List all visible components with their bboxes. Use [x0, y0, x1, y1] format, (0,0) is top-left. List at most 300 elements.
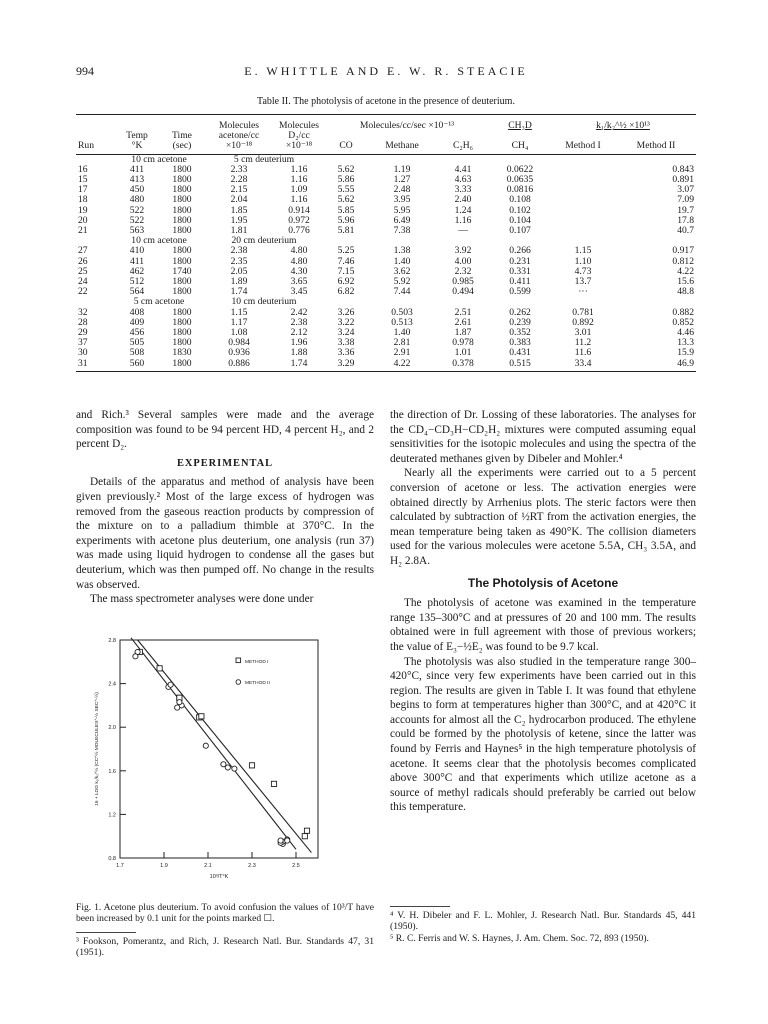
y-tick-label: 0.8: [108, 856, 116, 862]
table-cell: 522: [129, 204, 145, 216]
table-row: [76, 277, 696, 287]
table-cell: 0.331: [509, 265, 531, 277]
x-axis-label: 10³/T°K: [209, 874, 229, 880]
x-tick-label: 2.1: [204, 863, 212, 869]
table-cell: 2.61: [454, 316, 472, 328]
header-co: CO: [324, 141, 368, 154]
method-2-point: [177, 700, 182, 705]
table-cell: 25: [78, 265, 88, 277]
table-cell: 1.27: [393, 174, 411, 186]
table-cell: 4.80: [290, 255, 308, 267]
footnote-5: ⁵ R. C. Ferris and W. S. Haynes, J. Am. Chem. Soc. 72, 893 (1950).: [390, 933, 649, 944]
table-cell: 1800: [172, 327, 192, 339]
table-row: [76, 257, 696, 267]
table-cell: 1800: [172, 163, 192, 175]
table-row: [76, 359, 696, 372]
data-points: [133, 649, 310, 846]
table-cell: 0.972: [288, 214, 310, 226]
table-cell: 3.38: [337, 337, 355, 349]
table-cell: 0.936: [228, 347, 250, 359]
table-cell: 13.7: [574, 276, 592, 288]
table-cell: 2.12: [290, 327, 308, 339]
table-cell: 6.82: [337, 286, 355, 298]
table-cell: 1.16: [290, 194, 308, 206]
table-cell: 1800: [172, 316, 192, 328]
header-acetone-1: Molecules: [204, 115, 274, 132]
table-row: [76, 328, 696, 338]
table-cell: 2.32: [454, 265, 472, 277]
table-cell: 7.38: [393, 225, 411, 237]
paragraph-mass-spec: The mass spectrometer analyses were done under: [90, 593, 314, 606]
plot-legend: [236, 658, 270, 686]
table-cell: 0.886: [204, 359, 274, 372]
table-cell: 3.29: [324, 359, 368, 372]
table-cell: 1800: [172, 225, 192, 237]
table-cell: 1.87: [454, 327, 472, 339]
table-cell: 3.07: [677, 184, 694, 196]
header-temp-2: °K: [114, 141, 160, 154]
header-run: Run: [76, 141, 114, 154]
header-acetone-2: acetone/cc: [218, 130, 260, 142]
method-1-point: [249, 763, 254, 768]
header-time-2: (sec): [160, 141, 204, 154]
footnote-rule-right: [390, 906, 450, 907]
table-cell: [550, 165, 616, 175]
table-cell: 5.85: [337, 204, 355, 216]
table-row: [76, 165, 696, 175]
table-cell: 0.231: [509, 255, 531, 267]
header-temp-1: Temp: [126, 130, 148, 142]
table-group-label: [76, 297, 696, 307]
group-acetone-label: 5 cm acetone: [133, 296, 185, 308]
method-1-point: [302, 834, 307, 839]
table-cell: 5.25: [337, 245, 355, 257]
table-cell: 0.882: [672, 306, 694, 318]
table-cell: 1.16: [454, 214, 472, 226]
table-cell: 3.62: [393, 265, 411, 277]
header-ratio-den: CH₄: [490, 141, 550, 154]
table-cell: 2.42: [290, 306, 308, 318]
method-2-point: [285, 838, 290, 843]
table-cell: 5.62: [337, 194, 355, 206]
header-c2h6: C₂H₆: [436, 141, 490, 154]
x-tick-label: 2.3: [248, 863, 256, 869]
table-cell: [550, 195, 616, 205]
table-row: [76, 308, 696, 318]
table-cell: 5.95: [393, 204, 411, 216]
x-tick-label: 1.7: [116, 863, 124, 869]
table-cell: 3.95: [393, 194, 411, 206]
table-cell: 0.781: [572, 306, 594, 318]
table-cell: 3.45: [290, 286, 308, 298]
table-cell: 413: [129, 174, 145, 186]
table-cell: 1.81: [230, 225, 248, 237]
header-method2: Method II: [616, 141, 696, 154]
left-column: [76, 408, 374, 607]
table-cell: 2.35: [230, 255, 248, 267]
table-cell: 0.984: [228, 337, 250, 349]
table-row: [76, 338, 696, 348]
table-cell: 46.9: [616, 359, 696, 372]
table-cell: 564: [129, 286, 145, 298]
table-cell: 5.86: [337, 174, 355, 186]
table-cell: 18: [78, 194, 88, 206]
table-cell: [550, 185, 616, 195]
table-cell: 26: [78, 255, 88, 267]
table-cell: 32: [78, 306, 88, 318]
table-row: [76, 216, 696, 226]
table-cell: 11.6: [574, 347, 592, 359]
table-cell: [550, 206, 616, 216]
table-cell: 450: [129, 184, 145, 196]
paragraph-nearly: Nearly all the experiments were carried out to a 5 percent conversion of acetone or less. The activation energies were obtained directly by Arrhenius plots. The steric factors were then calculated by subtraction of ½RT from the activation energies, the mean temperature being taken as 490°K. The collision diameters used for the various molecules were acetone 5.5A, CH₃ 3.5A, and H₂ 2.8A.: [390, 467, 696, 567]
table-cell: 0.852: [672, 316, 694, 328]
table-cell: 505: [129, 337, 145, 349]
table-cell: 0.262: [509, 306, 531, 318]
table-cell: 1.74: [274, 359, 324, 372]
table-cell: 0.776: [288, 225, 310, 237]
table-cell: 5.55: [337, 184, 355, 196]
table-cell: 1830: [172, 347, 192, 359]
table-cell: 3.01: [574, 327, 592, 339]
table-cell: 16: [78, 163, 88, 175]
table-cell: 1.16: [290, 163, 308, 175]
group-acetone-label: 10 cm acetone: [131, 235, 187, 247]
table-cell: 1.17: [230, 316, 248, 328]
table-group-label: [76, 236, 696, 246]
method-2-point: [203, 743, 208, 748]
table-cell: 0.102: [509, 204, 531, 216]
group-d2-label: 5 cm deuterium: [233, 153, 295, 165]
table-cell: 411: [129, 163, 145, 175]
table-cell: 2.33: [230, 163, 248, 175]
table-cell: 2.38: [230, 245, 248, 257]
table-cell: 0.917: [672, 245, 694, 257]
table-cell: 6.49: [393, 214, 411, 226]
table-cell: 411: [129, 255, 145, 267]
table-cell: 1800: [172, 255, 192, 267]
header-rate-group: Molecules/cc/sec ×10⁻¹³: [324, 115, 490, 132]
table-cell: 1800: [172, 245, 192, 257]
table-cell: 408: [129, 306, 145, 318]
table-cell: 0.843: [672, 163, 694, 175]
legend-method-2: METHOD II: [245, 681, 270, 686]
paragraph-photolysis-1: The photolysis of acetone was examined in the temperature range 135–300°C and at pressures of 20 and 100 mm. The results obtained were in full agreement with those of previous workers; the value of E₃−½E₂ was found to be 9.7 kcal.: [390, 597, 696, 653]
table-cell: 0.503: [391, 306, 413, 318]
table-cell: 31: [76, 359, 114, 372]
table-row: [76, 348, 696, 358]
table-cell: 1800: [172, 306, 192, 318]
table-row: [76, 246, 696, 256]
table-cell: 1.09: [290, 184, 308, 196]
table-cell: 3.36: [337, 347, 355, 359]
group-acetone-label: 10 cm acetone: [131, 153, 187, 165]
table-cell: 7.15: [337, 265, 355, 277]
table-cell: 1.08: [230, 327, 248, 339]
table-cell: 1800: [172, 194, 192, 206]
table-cell: 19: [78, 204, 88, 216]
table-cell: [550, 175, 616, 185]
table-cell: 409: [129, 316, 145, 328]
legend-circle-icon: [236, 680, 241, 685]
table-cell: 0.985: [452, 276, 474, 288]
table-cell: 0.107: [509, 225, 531, 237]
table-cell: 2.05: [230, 265, 248, 277]
table-cell: 11.2: [574, 337, 592, 349]
table-header-row-1: [76, 115, 696, 132]
table-cell: 3.92: [454, 245, 472, 257]
table-cell: 29: [78, 327, 88, 339]
table-cell: 1.24: [454, 204, 472, 216]
table-cell: 1740: [172, 265, 192, 277]
table-cell: 0.383: [509, 337, 531, 349]
page-number: 994: [76, 64, 94, 78]
paragraph-details: Details of the apparatus and method of analysis have been given previously.² Most of the large excess of hydrogen was removed from the gaseous reaction products by compression of the mixture on to a palladium thimble at 370°C. In the experiments with acetone plus deuterium, one analysis (run 37) was made using liquid hydrogen to condense all the gases but deuterium, which was then pumped off. No change in the results was observed.: [76, 476, 374, 591]
table-cell: 7.44: [393, 286, 411, 298]
plot-frame: [120, 640, 318, 858]
table-cell: 4.30: [290, 265, 308, 277]
table-cell: 0.0635: [506, 174, 534, 186]
table-cell: 15: [78, 174, 88, 186]
table-cell: 1.85: [230, 204, 248, 216]
table-cell: 1.16: [290, 174, 308, 186]
table-cell: 1.01: [454, 347, 472, 359]
table-cell: 512: [129, 276, 145, 288]
figure-caption: Fig. 1. Acetone plus deuterium. To avoid confusion the values of 10³/T have been increased by 0.1 unit for the points marked ☐.: [76, 902, 374, 924]
table-cell: 560: [114, 359, 160, 372]
group-d2-label: 10 cm deuterium: [231, 296, 297, 308]
table-cell: 40.7: [677, 225, 694, 237]
table-cell: 3.26: [337, 306, 355, 318]
table-cell: 15.9: [677, 347, 694, 359]
table-cell: 4.63: [454, 174, 472, 186]
table-cell: ···: [578, 286, 588, 298]
y-tick-label: 1.6: [108, 768, 116, 775]
method-2-point: [168, 682, 173, 687]
table-cell: 522: [129, 214, 145, 226]
table-cell: 2.91: [393, 347, 411, 359]
table-cell: 1800: [172, 204, 192, 216]
table-cell: [550, 226, 616, 236]
table-cell: 5.96: [337, 214, 355, 226]
table-cell: 17.8: [677, 214, 694, 226]
table-cell: 2.38: [290, 316, 308, 328]
table-cell: 15.6: [677, 276, 694, 288]
y-tick-label: 2.0: [108, 725, 116, 732]
footnote-rule-left: [76, 932, 136, 933]
paragraph-direction: the direction of Dr. Lossing of these laboratories. The analyses for the CD₄−CD₃H−CD₂H₂ mixtures were computed assuming equal sensitivities for the isotopic molecules and using the spectra of the deuterated methanes given by Dibeler and Mohler.⁴: [390, 409, 696, 465]
data-table: [76, 114, 696, 372]
table-cell: 33.4: [550, 359, 616, 372]
table-cell: 0.892: [572, 316, 594, 328]
table-cell: 5.62: [337, 163, 355, 175]
table-cell: 24: [78, 276, 88, 288]
table-cell: 4.41: [454, 163, 472, 175]
table-cell: 48.8: [677, 286, 694, 298]
table-cell: 508: [129, 347, 145, 359]
table-cell: 0.352: [509, 327, 531, 339]
table-cell: 3.24: [337, 327, 355, 339]
table-cell: 1.96: [290, 337, 308, 349]
table-cell: 6.92: [337, 276, 355, 288]
table-cell: 0.266: [509, 245, 531, 257]
table-cell: 1.40: [393, 327, 411, 339]
heading-experimental: EXPERIMENTAL: [176, 457, 274, 469]
method-1-point: [304, 828, 309, 833]
table-cell: 5.81: [337, 225, 355, 237]
table-cell: 1.10: [574, 255, 592, 267]
legend-square-icon: [236, 658, 241, 663]
method-2-point: [175, 705, 180, 710]
table-cell: 4.22: [368, 359, 436, 372]
table-cell: 3.65: [290, 276, 308, 288]
table-cell: 0.411: [509, 276, 531, 288]
table-cell: 1800: [172, 214, 192, 226]
table-cell: 30: [78, 347, 88, 359]
table-cell: 1.89: [230, 276, 248, 288]
table-cell: 563: [129, 225, 145, 237]
table-cell: 1.19: [393, 163, 411, 175]
footnote-4: ⁴ V. H. Dibeler and F. L. Mohler, J. Research Natl. Bur. Standards 45, 441 (1950).: [390, 910, 696, 932]
table-cell: 1.95: [230, 214, 248, 226]
method-1-point: [199, 714, 204, 719]
table-cell: 2.48: [393, 184, 411, 196]
table-row: [76, 185, 696, 195]
method-1-point: [271, 781, 276, 786]
table-cell: —: [458, 225, 468, 237]
table-cell: 4.46: [677, 327, 694, 339]
table-cell: 1.74: [230, 286, 248, 298]
y-tick-label: 2.8: [108, 638, 116, 644]
table-cell: 0.812: [672, 255, 694, 267]
table-cell: 0.104: [509, 214, 531, 226]
y-tick-label: 1.2: [108, 812, 116, 819]
table-title: Table II. The photolysis of acetone in the presence of deuterium.: [257, 96, 515, 107]
method-1-point: [157, 666, 162, 671]
table-cell: 462: [129, 265, 145, 277]
table-cell: 17: [78, 184, 88, 196]
arrhenius-plot: [86, 632, 366, 900]
table-cell: 2.28: [230, 174, 248, 186]
table-cell: 13.3: [677, 337, 694, 349]
table-cell: 4.00: [454, 255, 472, 267]
header-d2-2: D₂/cc: [288, 130, 310, 142]
table-cell: 4.73: [574, 265, 592, 277]
table-body: [76, 154, 696, 371]
table-cell: 2.51: [454, 306, 472, 318]
table-cell: 28: [78, 316, 88, 328]
table-cell: 0.494: [452, 286, 474, 298]
header-k-group: k₁/k₂^½ ×10¹³: [550, 115, 696, 132]
table-group-label: [76, 154, 696, 165]
table-cell: 3.33: [454, 184, 472, 196]
x-tick-label: 2.5: [292, 863, 300, 869]
header-ratio-num: CH₃D: [490, 115, 550, 132]
paragraph-photolysis-2: The photolysis was also studied in the temperature range 300–420°C, since very few experiments have been carried out in this region. The results are given in Table I. It was found that ethylene begins to form at temperatures higher than 300°C, and at 420°C it accounts for almost all the C₂ hydrocarbon produced. The ethylene could be formed by the photolysis of ketene, since the latter was found by Ferris and Haynes⁵ in the high temperature photolysis of acetone. It seems clear that the photolysis becomes complicated above 300°C and that experiments which utilize acetone as a source of methyl radicals should preferably be carried out below this temperature.: [390, 655, 696, 814]
table-cell: 3.22: [337, 316, 355, 328]
table-cell: 2.40: [454, 194, 472, 206]
table-row: [76, 195, 696, 205]
paragraph-intro: and Rich.³ Several samples were made and the average composition was found to be 94 percent HD, 4 percent H₂, and 2 percent D₂.: [76, 409, 374, 451]
right-column: [390, 408, 696, 815]
table-row: [76, 175, 696, 185]
table-cell: 4.80: [290, 245, 308, 257]
table-row: [76, 267, 696, 277]
y-axis-label: 16 + LOG k₁/k₂^½ (CC^½ MOLECULES^-½ SEC^-½): [95, 692, 100, 806]
table-cell: 1.15: [574, 245, 592, 257]
table-cell: 1800: [172, 276, 192, 288]
table-cell: 0.891: [672, 174, 694, 186]
table-cell: 21: [78, 225, 88, 237]
table-cell: 7.46: [337, 255, 355, 267]
table-cell: 480: [129, 194, 145, 206]
table-cell: 2.15: [230, 184, 248, 196]
table-cell: 0.239: [509, 316, 531, 328]
table-cell: [550, 216, 616, 226]
x-tick-label: 1.9: [160, 863, 168, 869]
table-cell: 4.22: [677, 265, 694, 277]
page-header: [76, 64, 696, 78]
fit-line: [138, 640, 312, 853]
y-tick-label: 2.4: [108, 681, 116, 688]
table-cell: 0.108: [509, 194, 531, 206]
table-cell: 37: [78, 337, 88, 349]
table-cell: 1.88: [290, 347, 308, 359]
table-cell: 22: [78, 286, 88, 298]
legend-method-1: METHOD I: [245, 660, 269, 665]
table-header-row-3: [76, 141, 696, 154]
table-cell: 27: [78, 245, 88, 257]
header-methane: Methane: [368, 141, 436, 154]
table-cell: 1.15: [230, 306, 248, 318]
table-cell: 0.515: [490, 359, 550, 372]
table-cell: 456: [129, 327, 145, 339]
table-cell: 0.431: [509, 347, 531, 359]
table-cell: 20: [78, 214, 88, 226]
header-acetone-3: ×10⁻¹⁸: [204, 141, 274, 154]
table-cell: 410: [129, 245, 145, 257]
table-cell: 19.7: [677, 204, 694, 216]
table-cell: 0.513: [391, 316, 413, 328]
header-method1: Method I: [550, 141, 616, 154]
method-2-point: [133, 654, 138, 659]
method-2-point: [232, 766, 237, 771]
table-cell: 2.04: [230, 194, 248, 206]
table-row: [76, 206, 696, 216]
table-cell: 5.92: [393, 276, 411, 288]
method-2-point: [221, 762, 226, 767]
table-cell: 0.914: [288, 204, 310, 216]
table-row: [76, 318, 696, 328]
table-cell: 1800: [172, 174, 192, 186]
table-cell: 0.0622: [506, 163, 534, 175]
fit-line: [131, 638, 296, 849]
table-cell: 0.0816: [506, 184, 534, 196]
heading-photolysis: The Photolysis of Acetone: [467, 575, 619, 590]
table-cell: 0.978: [452, 337, 474, 349]
table-cell: 2.81: [393, 337, 411, 349]
table-cell: 0.378: [436, 359, 490, 372]
table-cell: 1.38: [393, 245, 411, 257]
footnote-3: ³ Fookson, Pomerantz, and Rich, J. Research Natl. Bur. Standards 47, 31 (1951).: [76, 936, 374, 958]
table-cell: 0.599: [509, 286, 531, 298]
method-2-point: [278, 838, 283, 843]
header-d2-3: ×10⁻¹⁸: [274, 141, 324, 154]
header-time-1: Time: [172, 130, 192, 142]
table-cell: 1800: [172, 337, 192, 349]
table-cell: 1800: [172, 184, 192, 196]
table-cell: 1.40: [393, 255, 411, 267]
